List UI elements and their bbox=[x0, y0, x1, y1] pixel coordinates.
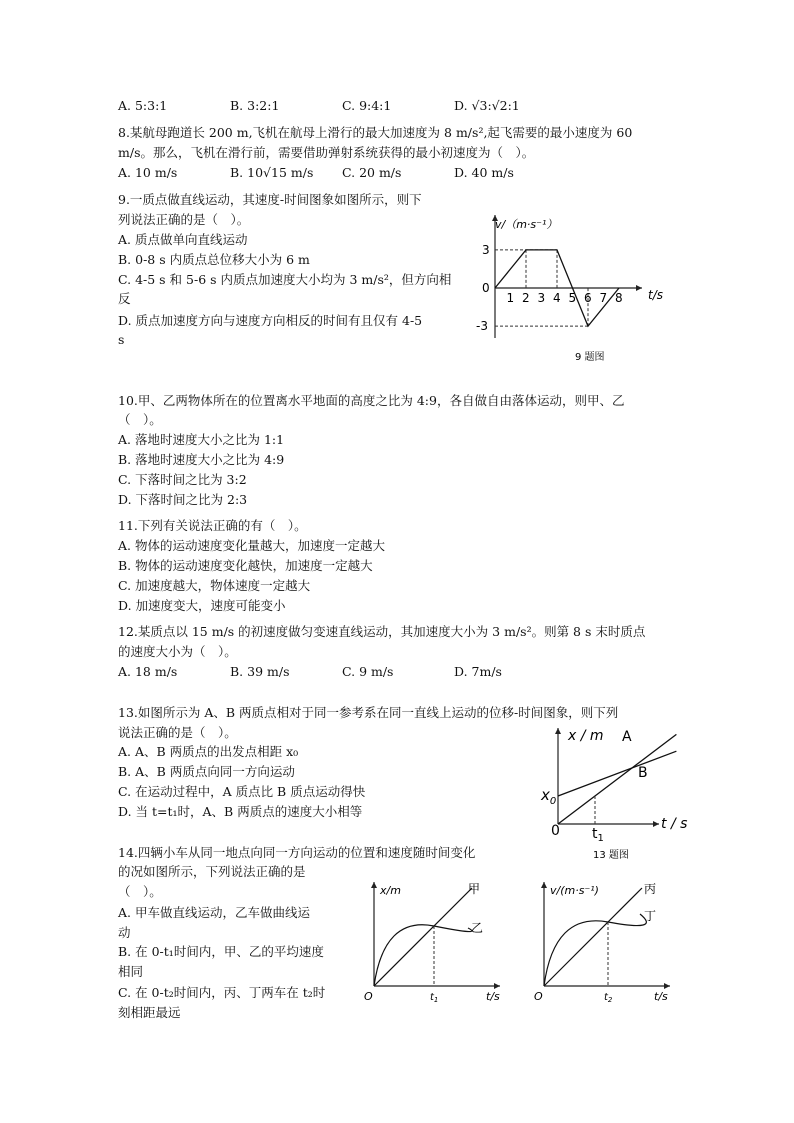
q9-x-tick-3: 3 bbox=[537, 291, 546, 305]
q14b-y-axis-label: v/(m·s⁻¹) bbox=[550, 884, 599, 897]
q14-velocity-time-chart bbox=[530, 878, 695, 1008]
q14b-y-axis-head bbox=[541, 882, 547, 888]
q9-option-c-cont: 反 bbox=[118, 291, 131, 306]
q11-line-1: 11.下列有关说法正确的有（ ）。 bbox=[118, 518, 307, 533]
q9-y-tick-0: 0 bbox=[482, 281, 490, 295]
q14-option-b: B. 在 0-t₁时间内，甲、乙的平均速度 bbox=[118, 944, 324, 959]
q11-option-a: A. 物体的运动速度变化量越大，加速度一定越大 bbox=[118, 538, 385, 553]
q14-line-3: （ ）。 bbox=[118, 884, 162, 899]
q13-y-axis-label: x / m bbox=[568, 728, 604, 744]
q14a-curve-line bbox=[374, 925, 472, 986]
q9-x-tick-6: 6 bbox=[584, 291, 592, 305]
q7-option-a: A. 5:3:1 bbox=[118, 98, 168, 113]
q13-y-axis-head bbox=[555, 728, 561, 734]
q13-x0-label: $x_0$ bbox=[541, 786, 557, 807]
q13-line-A bbox=[558, 734, 676, 824]
q10-option-a: A. 落地时速度大小之比为 1:1 bbox=[118, 432, 285, 447]
q13-chart-caption: 13 题图 bbox=[593, 850, 629, 861]
q7-option-c: C. 9:4:1 bbox=[342, 98, 392, 113]
q14a-origin-label: O bbox=[364, 990, 373, 1003]
q14b-straight-line bbox=[544, 888, 642, 986]
q14a-axes bbox=[371, 882, 500, 989]
q14a-series bbox=[374, 888, 472, 986]
q13-series-b-label: B bbox=[638, 765, 648, 781]
q7-option-b: B. 3:2:1 bbox=[230, 98, 280, 113]
q8-option-a: A. 10 m/s bbox=[118, 165, 178, 180]
q14-option-c-cont: 刻相距最远 bbox=[118, 1005, 181, 1020]
q14b-origin-label: O bbox=[534, 990, 543, 1003]
q14a-x-axis-label: t/s bbox=[486, 990, 500, 1003]
q14a-t1-label: $t_1$ bbox=[430, 992, 439, 1004]
q9-y-tick-neg3: -3 bbox=[476, 319, 488, 334]
q13-line-2: 说法正确的是（ ）。 bbox=[118, 725, 237, 740]
q11-option-c: C. 加速度越大，物体速度一定越大 bbox=[118, 578, 311, 593]
q9-x-tick-2: 2 bbox=[522, 291, 530, 305]
q10-option-d: D. 下落时间之比为 2:3 bbox=[118, 492, 248, 507]
q13-line-B bbox=[558, 751, 676, 796]
q13-line-1: 13.如图所示为 A、B 两质点相对于同一参考系在同一直线上运动的位移-时间图象，则下列 bbox=[118, 705, 619, 720]
q9-x-tick-7: 7 bbox=[599, 291, 608, 305]
q8-line-1: 8.某航母跑道长 200 m,飞机在航母上滑行的最大加速度为 8 m/s²,起飞需要的最小速度为 60 bbox=[118, 125, 633, 140]
q10-line-2: （ ）。 bbox=[118, 412, 162, 427]
q14-option-a: A. 甲车做直线运动，乙车做曲线运 bbox=[118, 905, 310, 920]
q12-line-2: 的速度大小为（ ）。 bbox=[118, 644, 237, 659]
q13-option-b: B. A、B 两质点向同一方向运动 bbox=[118, 764, 295, 779]
q12-option-b: B. 39 m/s bbox=[230, 664, 290, 679]
q9-option-d: D. 质点加速度方向与速度方向相反的时间有且仅有 4-5 bbox=[118, 313, 423, 328]
q9-option-b: B. 0-8 s 内质点总位移大小为 6 m bbox=[118, 252, 310, 267]
q14b-series bbox=[544, 888, 646, 986]
q9-y-axis-label: v/（m·s⁻¹） bbox=[495, 218, 558, 231]
q13-x-axis-head bbox=[653, 821, 659, 827]
q14a-straight-line bbox=[374, 888, 472, 986]
q9-x-tick-8: 8 bbox=[615, 291, 623, 305]
q14-option-c: C. 在 0-t₂时间内，丙、丁两车在 t₂时 bbox=[118, 985, 326, 1000]
q10-option-b: B. 落地时速度大小之比为 4:9 bbox=[118, 452, 285, 467]
q9-x-axis-label: t/s bbox=[648, 288, 663, 302]
q13-series-a-label: A bbox=[622, 729, 632, 745]
q10-line-1: 10.甲、乙两物体所在的位置离水平地面的高度之比为 4:9，各自做自由落体运动，则甲、乙 bbox=[118, 393, 625, 408]
q9-option-a: A. 质点做单向直线运动 bbox=[118, 232, 248, 247]
q12-line-1: 12.某质点以 15 m/s 的初速度做匀变速直线运动，其加速度大小为 3 m/s²。则第 8 s 末时质点 bbox=[118, 624, 646, 639]
q7-option-d: D. √3:√2:1 bbox=[454, 98, 520, 113]
q13-t1-label: $t_1$ bbox=[592, 826, 604, 844]
q8-option-b: B. 10√15 m/s bbox=[230, 165, 314, 180]
q13-option-c: C. 在运动过程中，A 质点比 B 质点运动得快 bbox=[118, 784, 366, 799]
q9-velocity-time-chart bbox=[470, 210, 680, 370]
q14-option-a-cont: 动 bbox=[118, 925, 131, 940]
q14b-series-ding-label: 丁 bbox=[644, 909, 657, 923]
q13-x-axis-label: t / s bbox=[661, 816, 688, 832]
q14a-y-axis-label: x/m bbox=[380, 884, 401, 897]
q14b-series-bing-label: 丙 bbox=[644, 882, 657, 896]
q14-option-b-cont: 相同 bbox=[118, 964, 144, 979]
q14-position-time-chart bbox=[360, 878, 515, 1008]
q9-option-c: C. 4-5 s 和 5-6 s 内质点加速度大小均为 3 m/s²，但方向相 bbox=[118, 272, 452, 287]
q9-x-tick-4: 4 bbox=[553, 291, 561, 305]
q14a-series-jia-label: 甲 bbox=[468, 882, 481, 896]
q9-axes bbox=[492, 215, 642, 338]
q13-option-a: A. A、B 两质点的出发点相距 x₀ bbox=[118, 744, 299, 759]
q9-x-tick-1: 1 bbox=[506, 291, 515, 305]
q14a-x-axis-head bbox=[494, 983, 500, 989]
q14b-axes bbox=[541, 882, 670, 989]
q13-origin-label: 0 bbox=[551, 823, 560, 839]
q13-series bbox=[558, 734, 676, 824]
q14a-y-axis-head bbox=[371, 882, 377, 888]
q9-option-d-cont: s bbox=[118, 332, 125, 347]
q12-option-a: A. 18 m/s bbox=[118, 664, 178, 679]
q13-position-time-chart bbox=[535, 720, 705, 865]
q12-option-d: D. 7m/s bbox=[454, 664, 502, 679]
q14-line-2: 的况如图所示，下列说法正确的是 bbox=[118, 864, 306, 879]
q9-line-1: 9.一质点做直线运动，其速度-时间图象如图所示，则下 bbox=[118, 192, 422, 207]
q11-option-b: B. 物体的运动速度变化越快，加速度一定越大 bbox=[118, 558, 373, 573]
q11-option-d: D. 加速度变大，速度可能变小 bbox=[118, 598, 286, 613]
q14b-x-axis-label: t/s bbox=[654, 990, 668, 1003]
q8-line-2: m/s。那么，飞机在滑行前，需要借助弹射系统获得的最小初速度为（ ）。 bbox=[118, 145, 535, 160]
q14b-x-axis-head bbox=[664, 983, 670, 989]
q12-option-c: C. 9 m/s bbox=[342, 664, 394, 679]
q14b-t2-label: $t_2$ bbox=[604, 992, 613, 1004]
q9-line-2: 列说法正确的是（ ）。 bbox=[118, 212, 250, 227]
q13-option-d: D. 当 t=t₁时，A、B 两质点的速度大小相等 bbox=[118, 804, 363, 819]
q9-x-axis-head bbox=[636, 285, 642, 291]
q10-option-c: C. 下落时间之比为 3:2 bbox=[118, 472, 247, 487]
q14-line-1: 14.四辆小车从同一地点向同一方向运动的位置和速度随时间变化 bbox=[118, 845, 476, 860]
q9-x-tick-5: 5 bbox=[568, 291, 577, 305]
q14a-series-yi-label: 乙 bbox=[471, 921, 484, 935]
q9-y-tick-3: 3 bbox=[482, 242, 490, 257]
q8-option-c: C. 20 m/s bbox=[342, 165, 402, 180]
q8-option-d: D. 40 m/s bbox=[454, 165, 514, 180]
q14b-curve-line bbox=[544, 914, 646, 986]
q9-chart-caption: 9 题图 bbox=[575, 352, 605, 363]
